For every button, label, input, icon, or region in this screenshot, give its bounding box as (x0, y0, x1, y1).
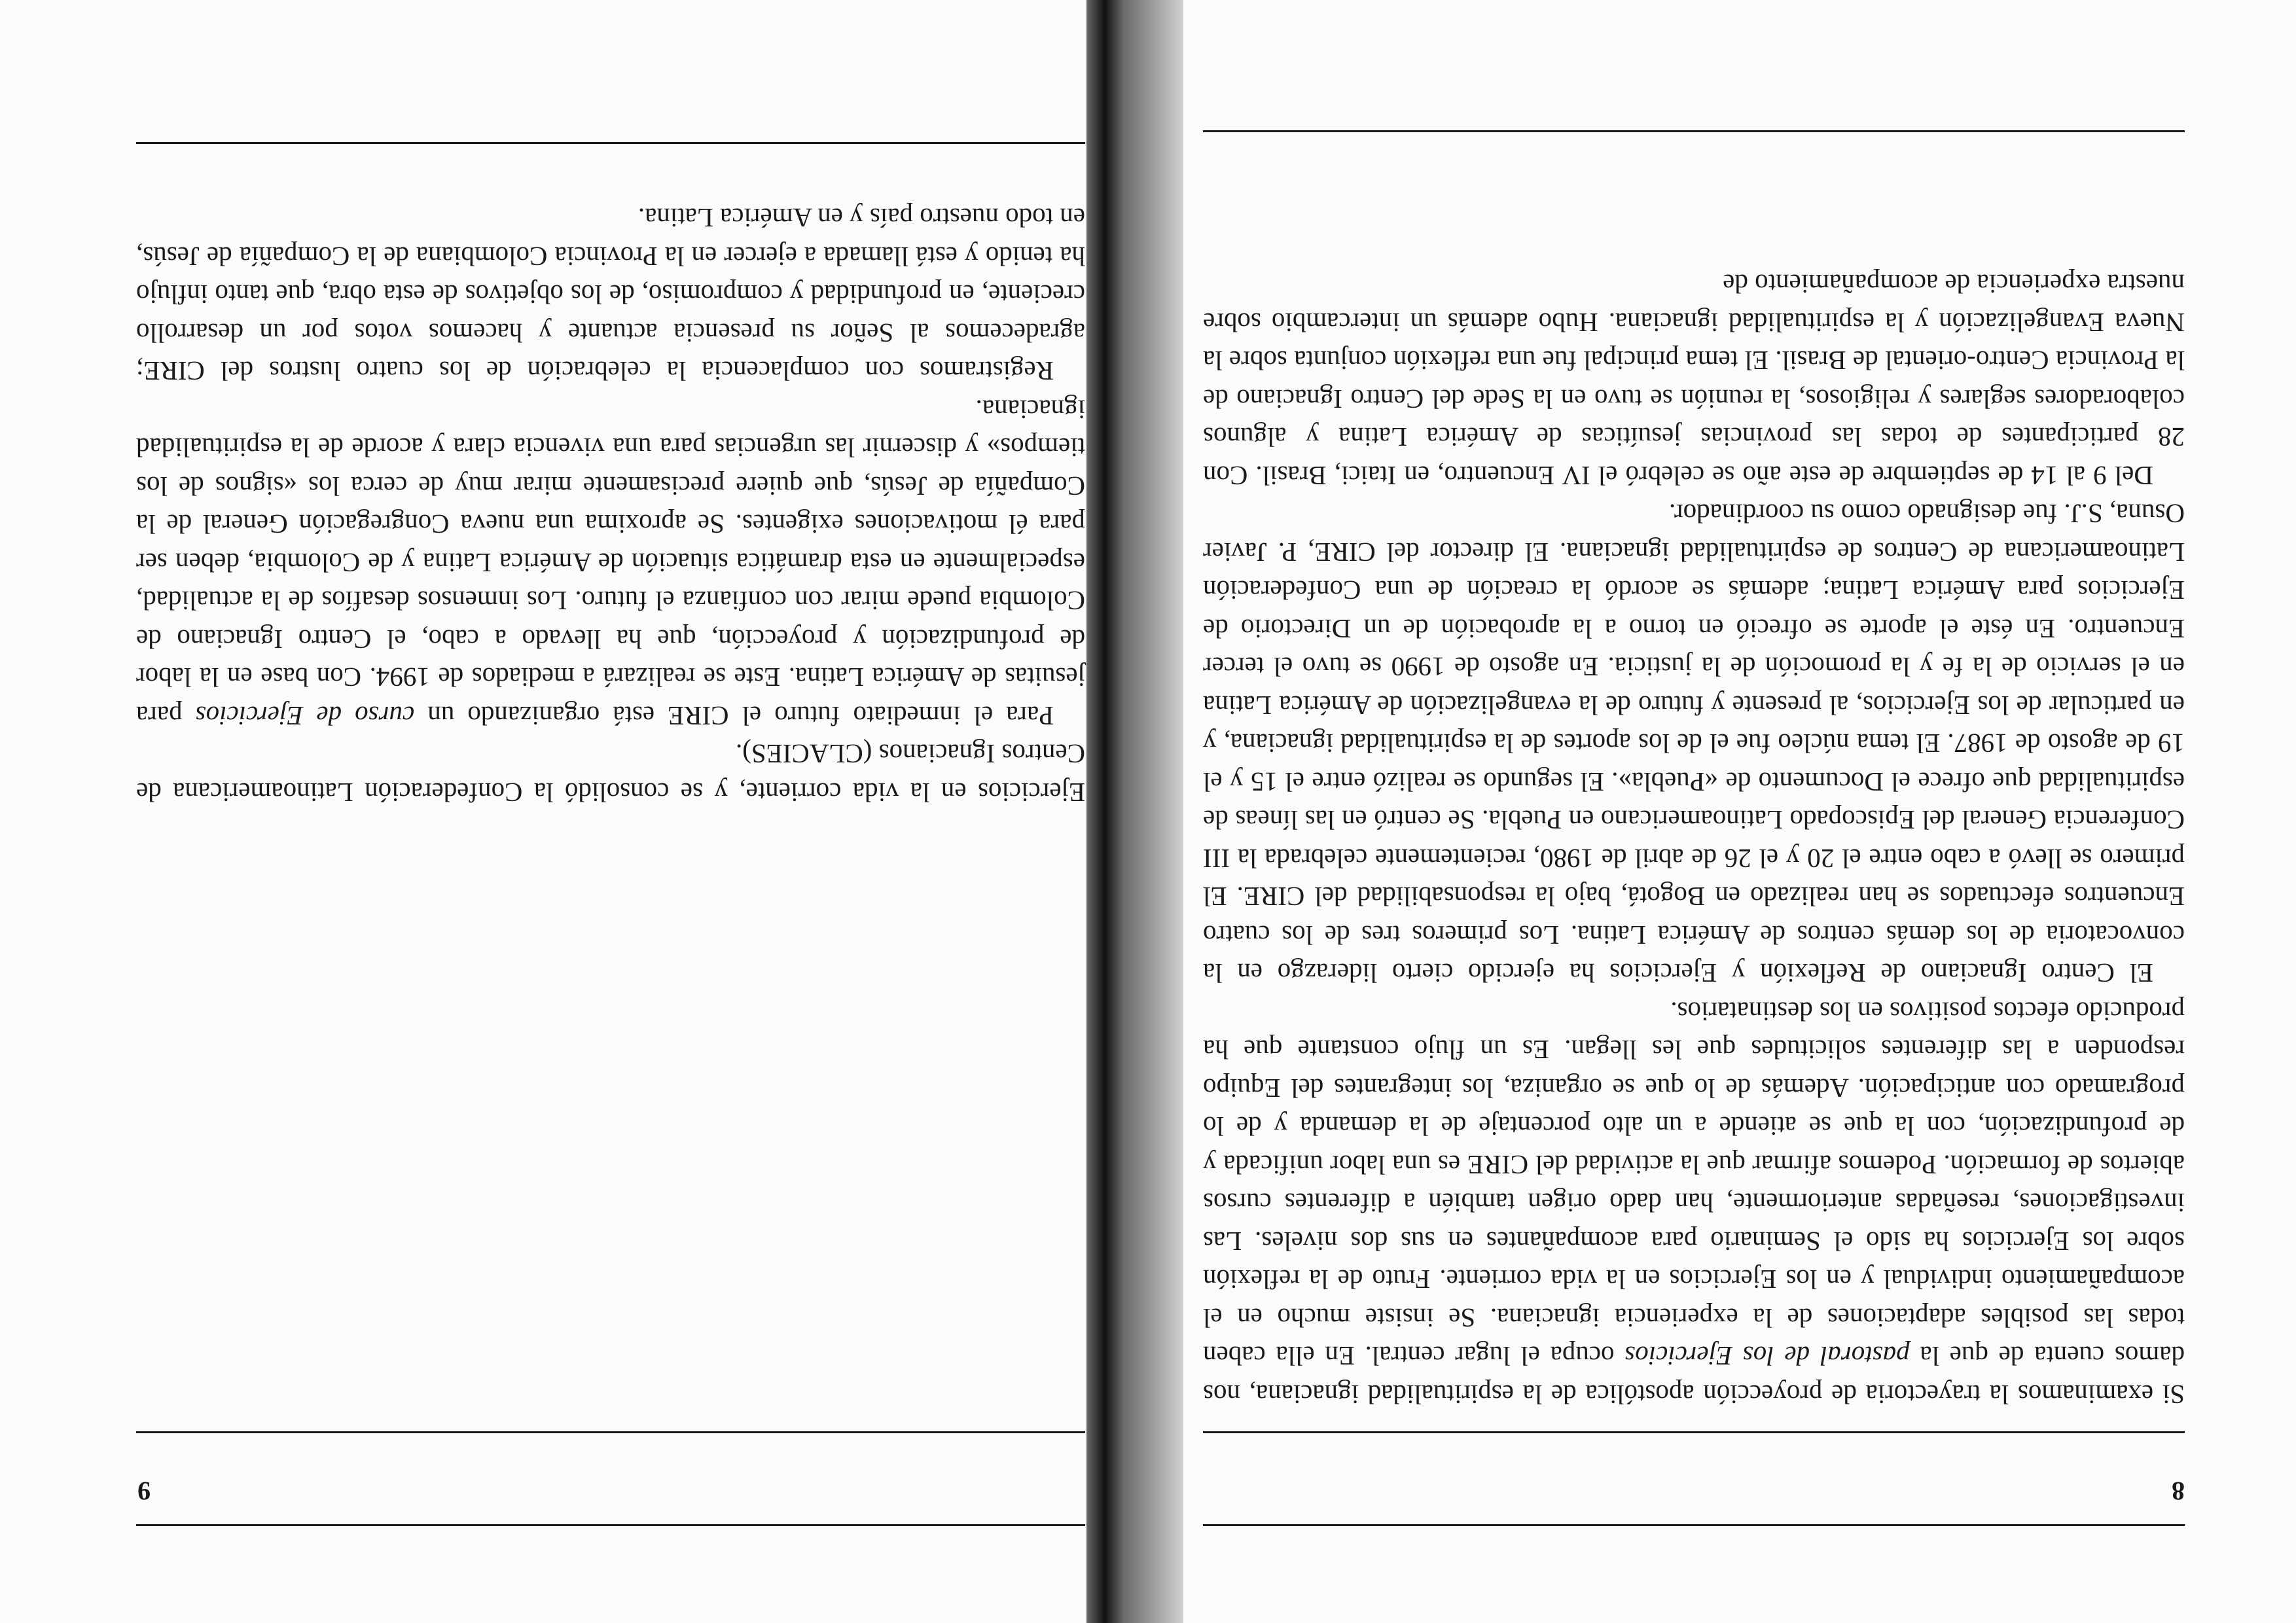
page-body (1203, 265, 2185, 1414)
page-number: 9 (137, 1476, 151, 1506)
text-run: El Centro Ignaciano de Reflexión y Ejercicios ha ejercido cierto liderazgo en la convocatoria de los demás centros de América Latina. Los primeros tres de los cuatro Encuentros efectuados se han realizado en Bogotá, bajo la responsabilidad del CIRE. El primero se llevó a cabo entre el 20 y el 26 de abril de 1980, recientemente celebrada la III Conferencia General del Episcopado Latinoamericano en Puebla. Se centró en las líneas de espiritualidad que ofrece el Documento de «Puebla». El segundo se realizó entre el 15 y el 19 de agosto de 1987. El tema núcleo fue el de los aportes de la espiritualidad ignaciana, y en particular de los Ejercicios, al presente y futuro de la evangelización de América Latina en el servicio de la fe y la promoción de la justicia. En agosto de 1990 se tuvo el tercer Encuentro. En éste el aporte se ofreció en torno a la aprobación de un Directorio de Ejercicios para América Latina; además se acordó la creación de una Confederación Latinoamericana de Centros de espiritualidad ignaciana. El director del CIRE, P. Javier Osuna, S.J. fue designado como su coordinador. (1203, 499, 2185, 989)
italic-text: curso de Ejercicios (195, 701, 415, 731)
page-number: 8 (2172, 1476, 2185, 1506)
text-run: Ejercicios en la vida corriente, y se consolidó la Confederación Latinoamericana de Centros Ignacianos (CLACIES). (136, 739, 1085, 808)
text-run: Del 9 al 14 de septiembre de este año se celebró el IV Encuentro, en Itaici, Brasil. Con 28 participantes de todas las provincias jesuíticas de América Latina y algunos colaboradores seglares y religiosos, la reunión se tuvo en la Sede del Centro Ignaciano de la Provincia Centro-oriental de Brasil. El tema principal fue una reflexión conjunta sobre la Nueva Evangelización y la espiritualidad ignaciana. Hubo además un intercambio sobre nuestra experiencia de acompañamiento de (1203, 269, 2185, 491)
paragraph (136, 735, 1085, 812)
italic-text: pastoral de los Ejercicios (1624, 1341, 1910, 1372)
text-run: para jesuitas de América Latina. Este se realizará a mediados de 1994. Con base en la labor de profundización y proyección, que ha llevado a cabo, el Centro Ignaciano de Colombia puede mirar con confianza el futuro. Los inmensos desafíos de la actualidad, especialmente en esta dramática situación de América Latina y de Colombia, deben ser para él motivaciones exigentes. Se aproxima una nueva Congregación General de la Compañía de Jesús, que quiere precisamente mirar muy de cerca los «signos de los tiempos» y discernir las urgencias para una vivencia clara y acorde de la espiritualidad ignaciana. (136, 395, 1085, 731)
header-rule-upper (1203, 1524, 2185, 1526)
text-run: Si examinamos la trayectoria de proyección apostólica de la espiritualidad ignaciana, nos damos cuenta de que la (1203, 1341, 2185, 1410)
footer-rule (1203, 130, 2185, 132)
paragraph (1203, 265, 2185, 495)
header-rule-upper (136, 1524, 1085, 1526)
page-body (136, 199, 1085, 812)
right-page (0, 0, 1086, 1623)
text-run: Para el inmediato futuro el CIRE está organizando un (414, 701, 1054, 731)
paragraph (136, 391, 1085, 736)
text-run: ocupa el lugar central. En ella caben todas las posibles adaptaciones de la experiencia ignaciana. Se insiste mucho en el acompañamiento individual y en los Ejercicios en la vida corriente. Fruto de la reflexión sobre los Ejercicios ha sido el Seminario para acompañantes en sus dos niveles. Las investigaciones, reseñadas anteriormente, han dado origen también a diferentes cursos abiertos de formación. Podemos afirmar que la actividad del CIRE es una labor unificada y de profundización, con la que se atiende a un alto porcentaje de la demanda y de lo programado con anticipación. Además de lo que se organiza, los integrantes del Equipo responden a las diferentes solicitudes que les llegan. Es un flujo constante que ha producido efectos positivos en los destinatarios. (1203, 997, 2185, 1372)
footer-rule (136, 142, 1085, 144)
header-rule-lower (1203, 1431, 2185, 1433)
left-page (1157, 0, 2296, 1623)
paragraph (1203, 993, 2185, 1414)
text-run: Registramos con complacencia la celebración de los cuatro lustros del CIRE; agradecemos al Señor su presencia actuante y hacemos votos por un desarrollo creciente, en profundidad y compromiso, de los objetivos de esta obra, que tanto influjo ha tenido y está llamada a ejercer en la Provincia Colombiana de la Compañía de Jesús, en todo nuestro país y en América Latina. (136, 203, 1085, 387)
header-rule-lower (136, 1431, 1085, 1433)
paragraph (1203, 495, 2185, 993)
paragraph (136, 199, 1085, 391)
